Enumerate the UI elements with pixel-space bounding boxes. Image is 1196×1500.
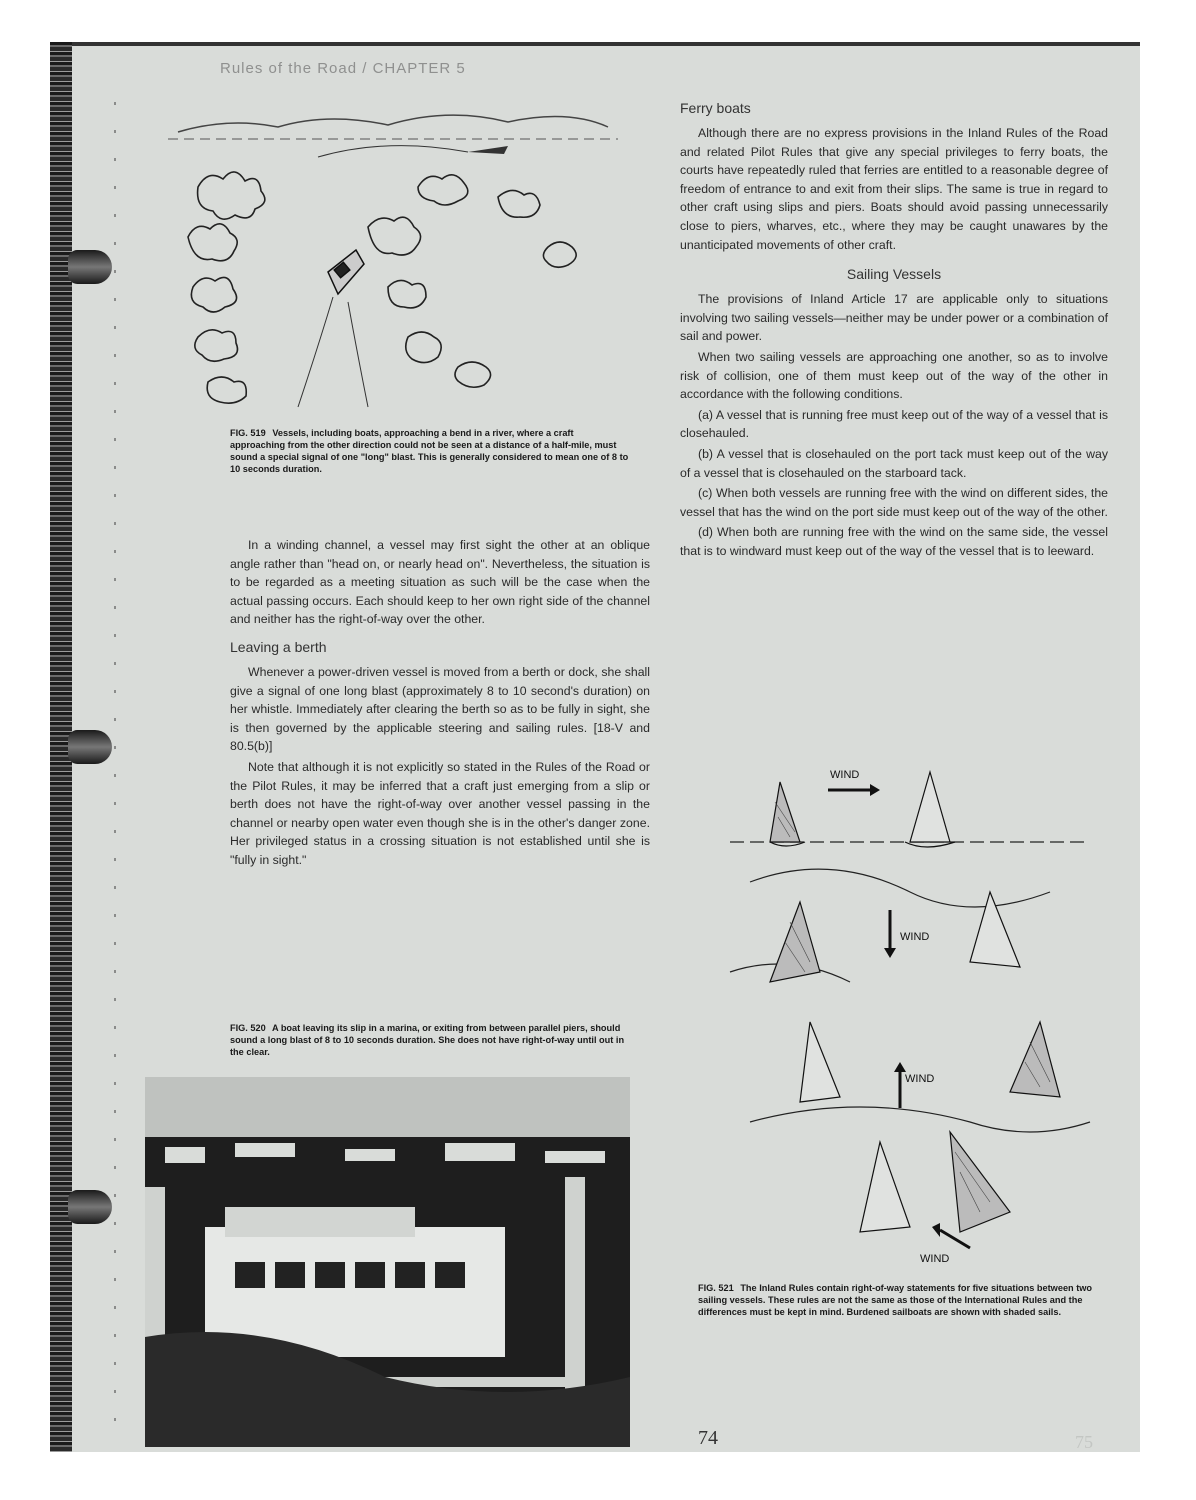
fig521-caption (698, 1282, 1108, 1318)
wind-label-4: WIND (920, 1253, 950, 1265)
binder-ring-top (68, 250, 112, 284)
page-number: 74 (698, 1427, 718, 1449)
leaving-berth-paragraph-1: Whenever a power-driven vessel is moved from a berth or dock, she shall give a signal of one long blast (approximately 8 to 10 second's duration) on her whistle. Immediately after clearing the berth so as to be fully in sight, she is then governed by the applicable steering and sailing rules. [18-V and 80.5(b)] (230, 664, 650, 754)
leaving-berth-paragraph-2: Note that although it is not explicitly so stated in the Rules of the Road or the Pilot Rules, it may be inferred that a craft just emerging from a slip or berth does not have the right-of-way over another vessel passing in the channel or nearby open water even though she is in the other's danger zone. Her privileged status in a crossing situation is not established until she is "fully in sight." (230, 759, 650, 867)
page-top-edge (50, 42, 1140, 46)
ferry-boats-paragraph: Although there are no express provisions in the Inland Rules of the Road and related Pilot Rules that give any special privileges to ferry boats, the courts have repeatedly ruled that ferries are entitled to a reasonable degree of freedom of entrance to and exit from their slips. The same is true in regard to other craft using slips and piers. Boats should avoid passing unnecessarily close to piers, wharves, etc., where they may be caught unawares by the unanticipated movements of other craft. (680, 126, 1108, 252)
fig519-caption-text: Vessels, including boats, approaching a bend in a river, where a craft approaching from the other direction could not be seen at a distance of a half-mile, must sound a special signal of one "long" blast. This is generally considered to mean one of 8 to 10 seconds duration. (230, 428, 629, 474)
fig519-illustration (168, 97, 618, 422)
wind-label-3: WIND (905, 1073, 935, 1085)
punch-marks (114, 102, 116, 1442)
fig521-caption-block (698, 1282, 1108, 1318)
binder-ring-middle (68, 730, 112, 764)
book-page (50, 42, 1140, 1452)
wind-label-2: WIND (900, 931, 930, 943)
fig519-caption-block (230, 427, 650, 475)
fig521-label: FIG. 521 (698, 1283, 734, 1293)
ferry-boats-heading: Ferry boats (680, 100, 751, 116)
running-header: Rules of the Road / CHAPTER 5 (220, 60, 466, 77)
fig521-illustration (710, 742, 1110, 1277)
sailing-rule-b: (b) A vessel that is closehauled on the port tack must keep out of the way of a vessel that is closehauled on the starboard tack. (680, 446, 1108, 480)
sailing-vessels-paragraph-2: When two sailing vessels are approaching one another, so as to involve risk of collision, one of them must keep out of the way of the other in accordance with the following conditions. (680, 349, 1108, 402)
fig519-caption (230, 427, 630, 475)
fig521-caption-text: The Inland Rules contain right-of-way statements for five situations between two sailing vessels. These rules are not the same as those of the International Rules and the differences must be kept in mind. Burdened sailboats are shown with shaded sails. (698, 1283, 1093, 1317)
winding-channel-paragraph: In a winding channel, a vessel may first sight the other at an oblique angle rather than "head on, or nearly head on". Nevertheless, the situation is to be regarded as a meeting situation as such will be the case when the actual passing occurs. Each should keep to her own right side of the channel and neither has the right-of-way over the other. (230, 538, 650, 627)
binder-ring-bottom (68, 1190, 112, 1224)
leaving-berth-heading: Leaving a berth (230, 638, 327, 655)
sailing-vessels-paragraph-1: The provisions of Inland Article 17 are applicable only to situations involving two sailing vessels—neither may be under power or a combination of sail and power. (680, 292, 1108, 344)
right-column-text (680, 100, 1108, 562)
fig519-label: FIG. 519 (230, 428, 266, 438)
fig520-label: FIG. 520 (230, 1023, 266, 1033)
wind-label-1: WIND (830, 769, 860, 781)
ghost-page-number: 75 (1075, 1432, 1093, 1452)
left-column-text (230, 536, 650, 872)
fig520-caption-block (230, 1022, 650, 1058)
sailing-rule-c: (c) When both vessels are running free with the wind on different sides, the vessel that has the wind on the port side must keep out of the way of the other. (680, 486, 1108, 519)
fig520-photo (145, 1077, 630, 1452)
sailing-rule-d: (d) When both are running free with the wind on the same side, the vessel that is to windward must keep out of the way of the vessel that is to leeward. (680, 525, 1108, 558)
fig520-caption (230, 1022, 630, 1058)
sailing-vessels-heading: Sailing Vessels (846, 266, 942, 283)
fig520-caption-text: A boat leaving its slip in a marina, or exiting from between parallel piers, should sound a long blast of 8 to 10 seconds duration. She does not have right-of-way until out in the clear. (230, 1023, 625, 1057)
sailing-rule-a: (a) A vessel that is running free must keep out of the way of a vessel that is closehauled. (680, 407, 1108, 441)
